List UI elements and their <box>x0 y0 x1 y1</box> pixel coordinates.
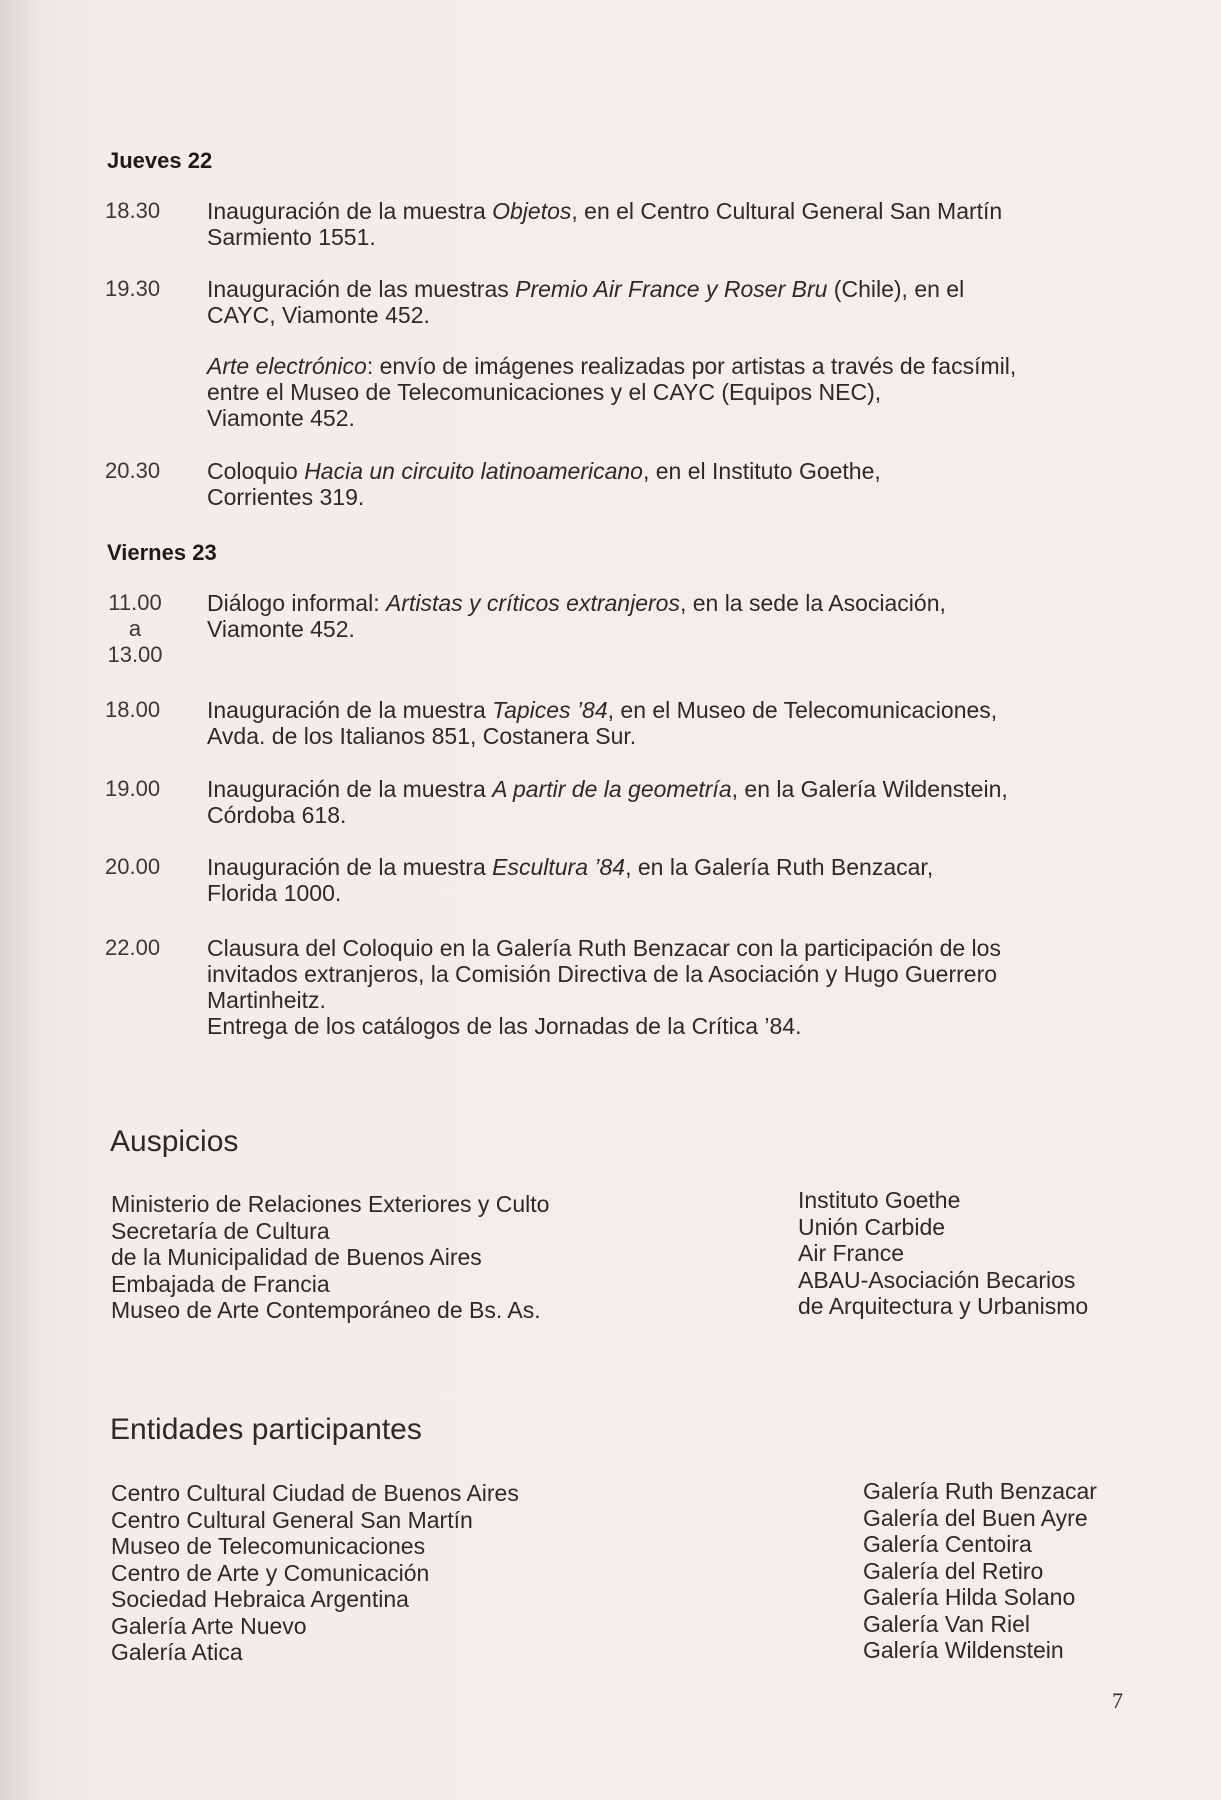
list-item: Sociedad Hebraica Argentina <box>111 1586 409 1612</box>
list-item: Centro Cultural Ciudad de Buenos Aires <box>111 1480 519 1506</box>
day-heading-friday: Viernes 23 <box>107 540 217 565</box>
entry-time: 20.30 <box>105 458 161 483</box>
entry-line: entre el Museo de Telecomunicaciones y el CAYC (Equipos NEC), <box>207 379 882 405</box>
entry-line: Corrientes 319. <box>207 484 365 510</box>
list-item: Galería Hilda Solano <box>863 1584 1076 1610</box>
list-item: Galería Atica <box>111 1639 243 1665</box>
list-item: Air France <box>798 1240 905 1266</box>
entry-text <box>207 697 1137 749</box>
list-item: Galería del Retiro <box>863 1557 1044 1584</box>
list-item: ABAU-Asociación Becarios <box>798 1266 1076 1293</box>
list-item: Galería Centoira <box>863 1531 1032 1557</box>
entry-time: 18.30 <box>105 198 161 223</box>
entry-text <box>207 198 1137 250</box>
entry-line: Inauguración de la muestra A partir de la geometría, en la Galería Wildenstein, <box>207 776 1008 802</box>
entry-line: Avda. de los Italianos 851, Costanera Sur. <box>207 723 637 749</box>
entry-text <box>207 353 1137 431</box>
entry-text <box>207 590 1137 642</box>
section-title-auspicios: Auspicios <box>110 1125 239 1158</box>
list-item: Galería Ruth Benzacar <box>863 1478 1097 1504</box>
entidades-list-left <box>111 1480 519 1666</box>
list-item: de Arquitectura y Urbanismo <box>798 1293 1089 1319</box>
entry-line: Florida 1000. <box>207 880 342 906</box>
entry-line: Martinheitz. <box>207 987 326 1013</box>
list-item: Galería del Buen Ayre <box>863 1504 1088 1531</box>
entry-line: Inauguración de la muestra Tapices ’84, en el Museo de Telecomunicaciones, <box>207 697 998 723</box>
entry-time-separator: a <box>128 616 142 641</box>
entry-line: Entrega de los catálogos de las Jornadas de la Crítica ’84. <box>207 1013 802 1039</box>
entry-text <box>207 276 1137 328</box>
section-title-entidades: Entidades participantes <box>110 1413 422 1446</box>
entry-line: CAYC, Viamonte 452. <box>207 302 430 328</box>
day-heading-thursday: Jueves 22 <box>107 148 213 173</box>
entry-line: Clausura del Coloquio en la Galería Ruth Benzacar con la participación de los <box>207 935 1001 961</box>
entry-text <box>207 776 1137 828</box>
entry-line: invitados extranjeros, la Comisión Directiva de la Asociación y Hugo Guerrero <box>207 961 998 987</box>
entry-time: 19.00 <box>105 776 161 801</box>
entry-line: Viamonte 452. <box>207 616 355 642</box>
entry-text <box>207 458 1137 510</box>
list-item: Centro de Arte y Comunicación <box>111 1559 430 1586</box>
entry-time: 19.30 <box>105 276 161 301</box>
list-item: Unión Carbide <box>798 1213 946 1240</box>
list-item: Galería Arte Nuevo <box>111 1612 307 1639</box>
auspicios-list-left <box>111 1191 549 1324</box>
list-item: Museo de Telecomunicaciones <box>111 1533 426 1559</box>
list-item: Instituto Goethe <box>798 1187 961 1213</box>
list-item: Centro Cultural General San Martín <box>111 1506 473 1533</box>
entry-time-start: 11.00 <box>108 590 162 615</box>
entry-line: Inauguración de las muestras Premio Air France y Roser Bru (Chile), en el <box>207 276 965 302</box>
entry-line: Sarmiento 1551. <box>207 224 376 250</box>
entry-line: Viamonte 452. <box>207 405 355 431</box>
entry-time-range <box>105 590 175 668</box>
auspicios-list-right <box>798 1187 1088 1320</box>
list-item: de la Municipalidad de Buenos Aires <box>111 1244 482 1270</box>
entry-line: Inauguración de la muestra Objetos, en el Centro Cultural General San Martín <box>207 198 1003 224</box>
entry-time-end: 13.00 <box>107 642 163 667</box>
list-item: Museo de Arte Contemporáneo de Bs. As. <box>111 1297 541 1323</box>
entry-time: 22.00 <box>105 935 161 960</box>
entry-time: 18.00 <box>105 697 161 722</box>
entry-line: Córdoba 618. <box>207 802 347 828</box>
entry-text <box>207 854 1137 906</box>
list-item: Galería Van Riel <box>863 1610 1031 1637</box>
page-number: 7 <box>1112 1688 1123 1713</box>
list-item: Embajada de Francia <box>111 1270 330 1297</box>
list-item: Secretaría de Cultura <box>111 1217 330 1244</box>
entry-line: Coloquio Hacia un circuito latinoamericano, en el Instituto Goethe, <box>207 458 881 484</box>
entry-time: 20.00 <box>105 854 161 879</box>
entry-line: Arte electrónico: envío de imágenes realizadas por artistas a través de facsímil, <box>207 353 1017 379</box>
entry-line: Diálogo informal: Artistas y críticos extranjeros, en la sede la Asociación, <box>207 590 946 616</box>
list-item: Ministerio de Relaciones Exteriores y Culto <box>111 1191 550 1217</box>
list-item: Galería Wildenstein <box>863 1637 1064 1663</box>
entidades-list-right <box>863 1478 1097 1664</box>
entry-text <box>207 935 1137 1039</box>
entry-line: Inauguración de la muestra Escultura ’84, en la Galería Ruth Benzacar, <box>207 854 934 880</box>
